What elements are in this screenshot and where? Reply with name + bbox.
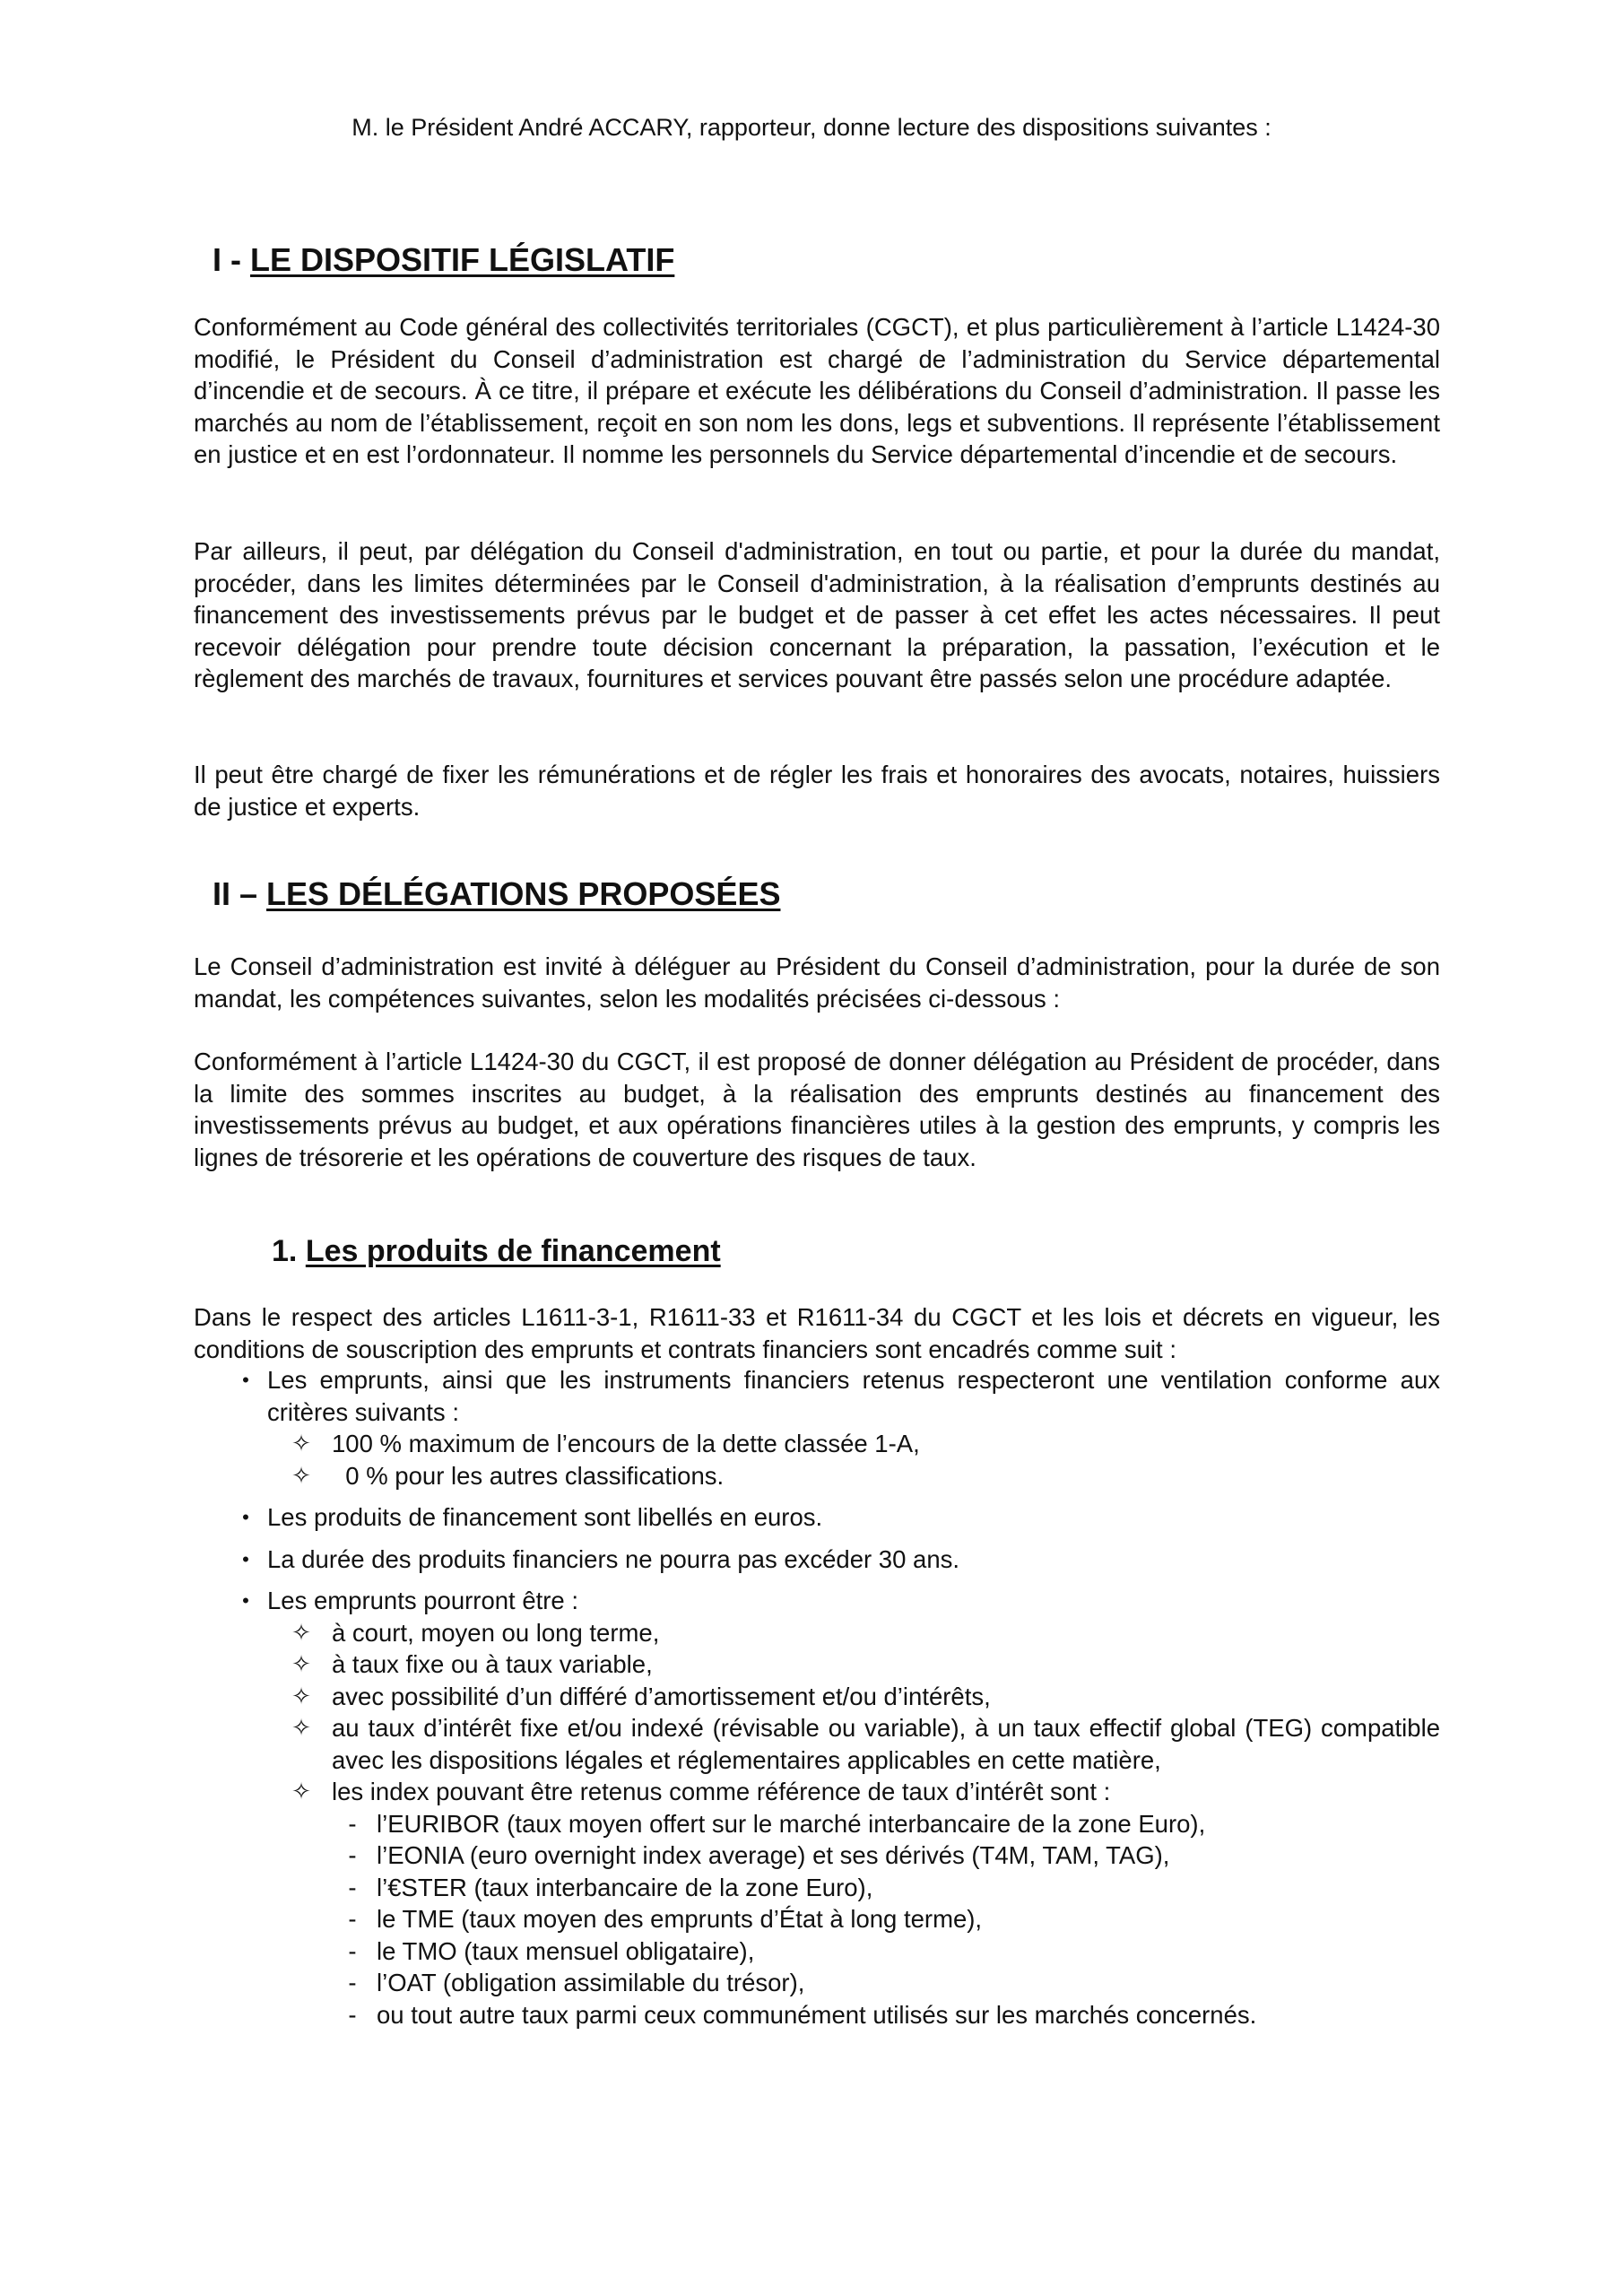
subsection-heading — [272, 1232, 721, 1270]
list-subitem: ✧ les index pouvant être retenus comme référence de taux d’intérêt sont : — [194, 1776, 1440, 1808]
paragraph: Le Conseil d’administration est invité à déléguer au Président du Conseil d’administration, pour la durée de son mandat, les compétences suivantes, selon les modalités précisées ci-dessous : — [194, 952, 1440, 1013]
paragraph: Conformément à l’article L1424-30 du CGCT, il est proposé de donner délégation au Président de procéder, dans la limite des sommes inscrites au budget, à la réalisation des emprunts destinés au financement des investissements prévus au budget, et aux opérations financières utiles à la gestion des emprunts, y compris les lignes de trésorerie et les opérations de couverture des risques de taux. — [194, 1048, 1440, 1171]
dash-bullet-icon: - — [348, 1905, 357, 1933]
dash-bullet-icon: - — [348, 1873, 357, 1901]
list-subitem: ✧ 100 % maximum de l’encours de la dette classée 1-A, — [194, 1428, 1440, 1460]
section-heading-2 — [213, 874, 780, 914]
star-bullet-icon: ✧ — [291, 1682, 311, 1709]
index-item: - le TME (taux moyen des emprunts d’État à long terme), — [194, 1903, 1440, 1935]
section-number: I - — [213, 241, 250, 278]
dash-bullet-icon: - — [348, 1809, 357, 1838]
dash-bullet-icon: - — [348, 1841, 357, 1869]
index-item: - l’EURIBOR (taux moyen offert sur le marché interbancaire de la zone Euro), — [194, 1808, 1440, 1840]
bullet-icon: • — [242, 1506, 249, 1528]
index-item: - l’EONIA (euro overnight index average) et ses dérivés (T4M, TAM, TAG), — [194, 1839, 1440, 1872]
index-item: - l’OAT (obligation assimilable du trésor), — [194, 1967, 1440, 1999]
list-subitem: ✧ avec possibilité d’un différé d’amortissement et/ou d’intérêts, — [194, 1681, 1440, 1713]
star-bullet-icon: ✧ — [291, 1714, 311, 1741]
section-title: LES DÉLÉGATIONS PROPOSÉES — [266, 875, 781, 912]
intro-line: M. le Président André ACCARY, rapporteur, donne lecture des dispositions suivantes : — [352, 114, 1271, 141]
index-item: - l’€STER (taux interbancaire de la zone Euro), — [194, 1872, 1440, 1904]
subsection-number: 1. — [272, 1234, 306, 1268]
bullet-icon: • — [242, 1369, 249, 1391]
star-bullet-icon: ✧ — [291, 1461, 311, 1489]
star-bullet-icon: ✧ — [291, 1430, 311, 1457]
bullet-icon: • — [242, 1589, 249, 1612]
list-item: • Les emprunts, ainsi que les instruments financiers retenus respecteront une ventilation conforme aux critères suivants : — [194, 1364, 1440, 1428]
list-subitem: ✧ au taux d’intérêt fixe et/ou indexé (révisable ou variable), à un taux effectif global (TEG) compatible avec les dispositions légales et réglementaires applicables en cette matière, — [194, 1712, 1440, 1776]
index-item: - le TMO (taux mensuel obligataire), — [194, 1935, 1440, 1968]
list-subitem: ✧ à court, moyen ou long terme, — [194, 1617, 1440, 1649]
list-subitem: ✧ 0 % pour les autres classifications. — [194, 1460, 1440, 1492]
section-heading-1 — [213, 240, 674, 280]
dash-bullet-icon: - — [348, 2000, 357, 2029]
conditions-list — [194, 1364, 1440, 2031]
index-item: - ou tout autre taux parmi ceux communément utilisés sur les marchés concernés. — [194, 1999, 1440, 2031]
subsection-title: Les produits de financement — [305, 1234, 721, 1268]
star-bullet-icon: ✧ — [291, 1650, 311, 1677]
bullet-icon: • — [242, 1547, 249, 1570]
paragraph: Conformément au Code général des collectivités territoriales (CGCT), et plus particulièrement à l’article L1424-30 modifié, le Président du Conseil d’administration est chargé de l’administration du Service départemental d’incendie et de secours. À ce titre, il prépare et exécute les délibérations du Conseil d’administration. Il passe les marchés au nom de l’établissement, reçoit en son nom les dons, legs et subventions. Il représente l’établissement en justice et en est l’ordonnateur. Il nomme les personnels du Service départemental d’incendie et de secours. — [194, 313, 1440, 468]
paragraph: Dans le respect des articles L1611-3-1, R1611-33 et R1611-34 du CGCT et les lois et décrets en vigueur, les conditions de souscription des emprunts et contrats financiers sont encadrés comme suit : — [194, 1303, 1440, 1363]
paragraph: Par ailleurs, il peut, par délégation du Conseil d'administration, en tout ou partie, et pour la durée du mandat, procéder, dans les limites déterminées par le Conseil d'administration, à la réalisation d’emprunts destinés au financement des investissements prévus par le budget et de passer à cet effet les actes nécessaires. Il peut recevoir délégation pour prendre toute décision concernant la préparation, la passation, l’exécution et le règlement des marchés de travaux, fournitures et services pouvant être passés selon une procédure adaptée. — [194, 537, 1440, 692]
list-subitem: ✧ à taux fixe ou à taux variable, — [194, 1648, 1440, 1681]
section-number: II – — [213, 875, 267, 912]
list-item: • La durée des produits financiers ne pourra pas excéder 30 ans. — [194, 1544, 1440, 1576]
list-item: • Les emprunts pourront être : — [194, 1585, 1440, 1617]
list-item: • Les produits de financement sont libellés en euros. — [194, 1501, 1440, 1534]
section-title: LE DISPOSITIF LÉGISLATIF — [250, 241, 675, 278]
dash-bullet-icon: - — [348, 1969, 357, 1996]
dash-bullet-icon: - — [348, 1936, 357, 1965]
star-bullet-icon: ✧ — [291, 1618, 311, 1646]
paragraph: Il peut être chargé de fixer les rémunérations et de régler les frais et honoraires des avocats, notaires, huissiers de justice et experts. — [194, 761, 1440, 821]
star-bullet-icon: ✧ — [291, 1778, 311, 1805]
